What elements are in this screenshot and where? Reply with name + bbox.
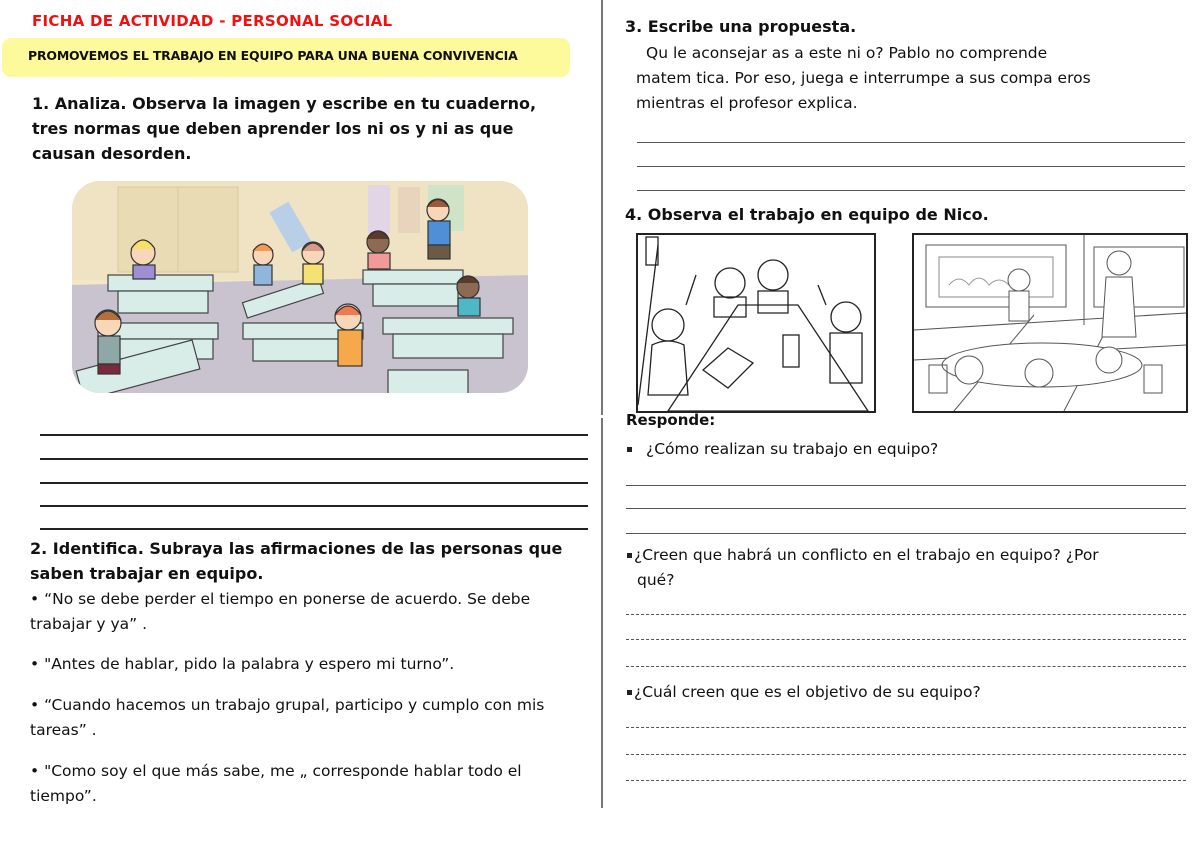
section4-heading: 4. Observa el trabajo en equipo de Nico. — [625, 205, 989, 224]
question-2 — [627, 543, 1192, 593]
statement-line: • “No se debe perder el tiempo en ponerse de acuerdo. Se debe — [30, 590, 531, 608]
answer-line[interactable] — [40, 458, 588, 460]
statement-line: • "Como soy el que más sabe, me „ corresponde hablar todo el — [30, 762, 522, 780]
section1-heading-line: 1. Analiza. Observa la imagen y escribe en tu cuaderno, — [32, 94, 537, 113]
statement-4[interactable] — [30, 759, 595, 809]
column-divider — [601, 418, 603, 808]
answer-line[interactable] — [626, 754, 1186, 755]
topic-banner-text: PROMOVEMOS EL TRABAJO EN EQUIPO PARA UNA BUENA CONVIVENCIA — [28, 48, 518, 63]
answer-line[interactable] — [626, 666, 1186, 667]
statement-line: • “Cuando hacemos un trabajo grupal, participo y cumplo con mis — [30, 696, 545, 714]
question-text: qué? — [637, 571, 675, 589]
responde-label: Responde: — [626, 411, 716, 429]
answer-line[interactable] — [637, 166, 1185, 167]
statement-line: tiempo”. — [30, 787, 97, 805]
answer-line[interactable] — [40, 528, 588, 530]
bullet-square-icon — [627, 690, 632, 695]
section3-prompt — [636, 41, 1196, 116]
answer-line[interactable] — [626, 508, 1186, 509]
statement-line: • "Antes de hablar, pido la palabra y espero mi turno”. — [30, 655, 455, 673]
statement-line: tareas” . — [30, 721, 97, 739]
answer-line[interactable] — [626, 727, 1186, 728]
section2-heading — [30, 536, 595, 586]
bullet-square-icon — [627, 553, 632, 558]
topic-banner — [2, 38, 570, 77]
statement-3[interactable] — [30, 693, 595, 743]
answer-line[interactable] — [637, 190, 1185, 191]
classroom-disorder-image — [68, 175, 533, 403]
section1-heading-line: tres normas que deben aprender los ni os y ni as que — [32, 119, 514, 138]
answer-line[interactable] — [40, 434, 588, 436]
answer-line[interactable] — [626, 639, 1186, 640]
children-working-table-image — [636, 233, 876, 413]
column-divider — [601, 0, 603, 415]
question-text: ¿Creen que habrá un conflicto en el trabajo en equipo? ¿Por — [634, 546, 1099, 564]
statement-1[interactable] — [30, 587, 595, 637]
prompt-line: matem tica. Por eso, juega e interrumpe a sus compa eros — [636, 69, 1091, 87]
section3-heading: 3. Escribe una propuesta. — [625, 17, 857, 36]
answer-line[interactable] — [626, 533, 1186, 534]
question-text: ¿Cómo realizan su trabajo en equipo? — [646, 440, 939, 458]
answer-line[interactable] — [637, 142, 1185, 143]
section2-heading-line: 2. Identifica. Subraya las afirmaciones de las personas que — [30, 539, 563, 558]
answer-line[interactable] — [40, 482, 588, 484]
question-1 — [627, 437, 1192, 462]
prompt-line: Qu le aconsejar as a este ni o? Pablo no comprende — [646, 44, 1048, 62]
section2-heading-line: saben trabajar en equipo. — [30, 564, 264, 583]
question-text: ¿Cuál creen que es el objetivo de su equipo? — [634, 683, 981, 701]
question-3 — [627, 680, 1192, 705]
statement-2[interactable] — [30, 652, 595, 677]
prompt-line: mientras el profesor explica. — [636, 94, 858, 112]
answer-line[interactable] — [40, 505, 588, 507]
section1-heading — [32, 91, 592, 166]
teacher-children-classroom-image — [912, 233, 1188, 413]
worksheet-title: FICHA DE ACTIVIDAD - PERSONAL SOCIAL — [32, 12, 393, 30]
statement-line: trabajar y ya” . — [30, 615, 148, 633]
answer-line[interactable] — [626, 780, 1186, 781]
answer-line[interactable] — [626, 485, 1186, 486]
answer-line[interactable] — [626, 614, 1186, 615]
bullet-square-icon — [627, 447, 632, 452]
section1-heading-line: causan desorden. — [32, 144, 192, 163]
